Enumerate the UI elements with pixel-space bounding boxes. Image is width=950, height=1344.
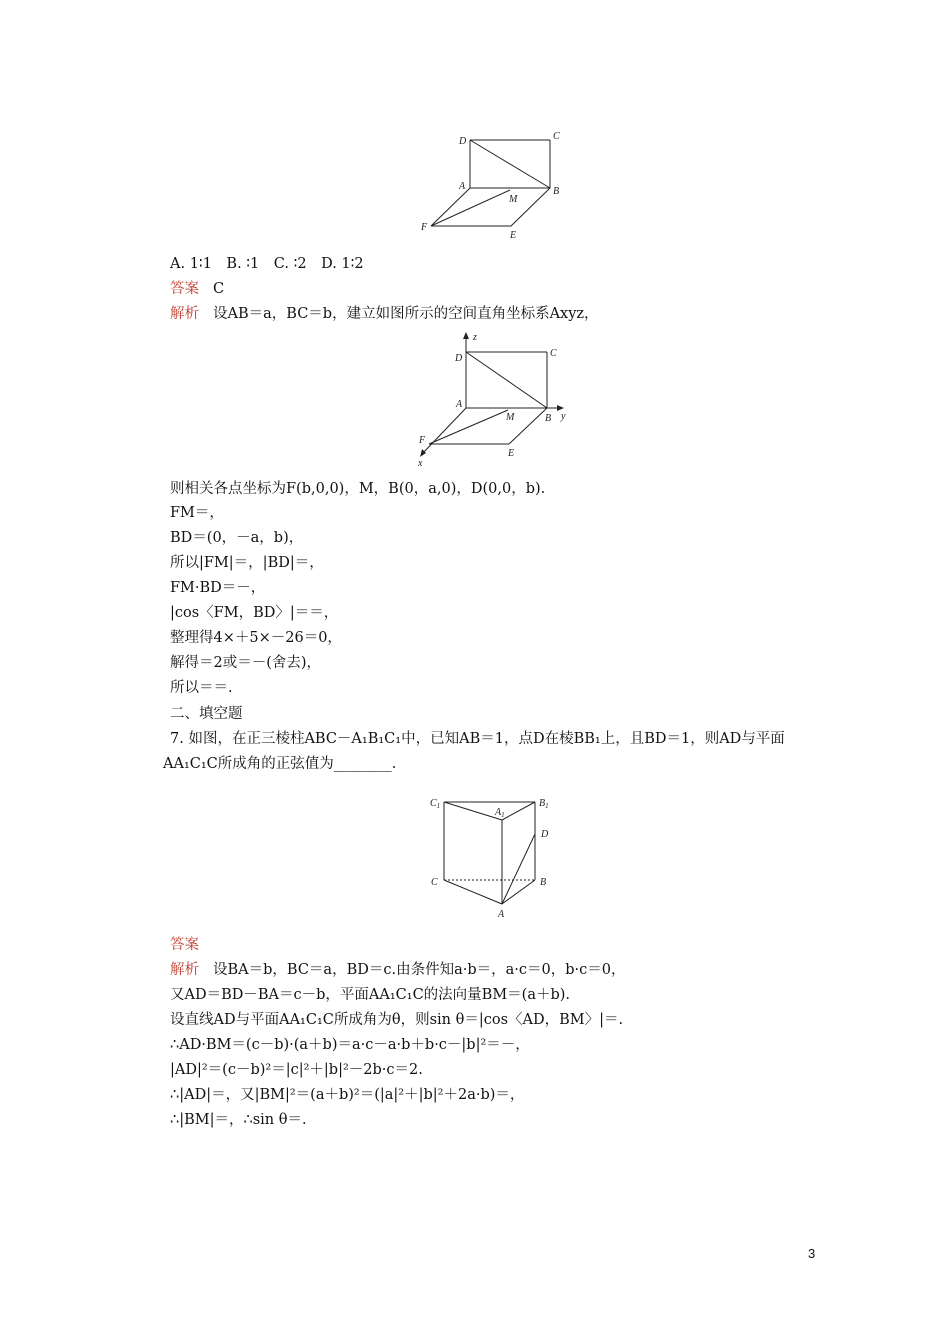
- label-M: M: [506, 412, 515, 423]
- step2-4: |AD|²＝(c－b)²＝|c|²＋|b|²－2b·c＝2.: [170, 1062, 423, 1078]
- label-C: C: [431, 877, 438, 888]
- answer-options: A. 1∶1 B. ∶1 C. ∶2 D. 1∶2: [170, 256, 364, 272]
- figure-2: [412, 330, 582, 470]
- label-C: C: [553, 131, 560, 142]
- label-F: F: [419, 435, 426, 446]
- step-9: 所以＝＝.: [170, 680, 233, 696]
- answer-label: 答案: [170, 281, 199, 297]
- answer-1: [170, 279, 224, 299]
- step2-3: ∴AD·BM＝(c－b)·(a＋b)＝a·c－a·b＋b·c－|b|²＝－，: [170, 1037, 530, 1053]
- page-number: 3: [808, 1246, 816, 1261]
- analysis-text: 设AB＝a，BC＝b，建立如图所示的空间直角坐标系Axyz，: [213, 306, 599, 322]
- step-6: |cos〈FM，BD〉|＝＝，: [170, 605, 339, 621]
- label-A1: $A_1$: [495, 807, 505, 819]
- label-C1: $C_1$: [430, 798, 441, 810]
- label-A: A: [456, 399, 463, 410]
- step-4: 所以|FM|＝，|BD|＝，: [170, 555, 324, 571]
- figure-3: [420, 782, 570, 922]
- question-7-line-2: AA₁C₁C所成角的正弦值为________.: [163, 756, 397, 772]
- step2-6: ∴|BM|＝，∴sin θ＝.: [170, 1112, 307, 1128]
- step-7: 整理得4×＋5×－26＝0，: [170, 630, 342, 646]
- analysis-2: [170, 960, 625, 980]
- answer-2: [170, 935, 199, 955]
- label-M: M: [509, 194, 518, 205]
- analysis-label-2: 解析: [170, 962, 199, 978]
- section-title: 二、填空题: [170, 706, 243, 722]
- step-5: FM·BD＝－，: [170, 580, 266, 596]
- label-x: x: [418, 458, 423, 469]
- figure-1: [415, 128, 575, 243]
- analysis-label: 解析: [170, 306, 199, 322]
- answer-value: C: [213, 281, 225, 297]
- label-E: E: [508, 448, 515, 459]
- label-B: B: [545, 413, 552, 424]
- answer-label-2: 答案: [170, 937, 199, 953]
- label-A: A: [498, 909, 505, 920]
- label-B1: $B_1$: [539, 798, 549, 810]
- label-E: E: [510, 230, 517, 241]
- question-7-line-1: 7. 如图，在正三棱柱ABC－A₁B₁C₁中，已知AB＝1，点D在棱BB₁上，且BD＝1，则AD与平面: [170, 731, 785, 747]
- step2-2: 设直线AD与平面AA₁C₁C所成角为θ，则sin θ＝|cos〈AD，BM〉|＝.: [170, 1012, 624, 1028]
- label-B: B: [553, 186, 560, 197]
- step2-5: ∴|AD|＝，又|BM|²＝(a＋b)²＝(|a|²＋|b|²＋2a·b)＝，: [170, 1087, 525, 1103]
- step-8: 解得＝2或＝－(舍去)，: [170, 655, 322, 671]
- label-D: D: [541, 829, 549, 840]
- label-B: B: [540, 877, 547, 888]
- label-D: D: [455, 353, 463, 364]
- step2-1: 又AD＝BD－BA＝c－b，平面AA₁C₁C的法向量BM＝(a＋b).: [170, 987, 571, 1003]
- step-1: 则相关各点坐标为F(b,0,0)，M，B(0，a,0)，D(0,0，b).: [170, 481, 546, 497]
- label-y: y: [561, 411, 566, 422]
- label-D: D: [459, 136, 467, 147]
- label-A: A: [459, 181, 466, 192]
- label-F: F: [421, 222, 428, 233]
- label-z: z: [473, 332, 477, 343]
- step-3: BD＝(0，－a，b)，: [170, 530, 304, 546]
- step-2: FM＝，: [170, 505, 224, 521]
- label-C: C: [550, 348, 557, 359]
- analysis-text-2: 设BA＝b，BC＝a，BD＝c.由条件知a·b＝，a·c＝0，b·c＝0，: [213, 962, 626, 978]
- analysis-1: [170, 304, 599, 324]
